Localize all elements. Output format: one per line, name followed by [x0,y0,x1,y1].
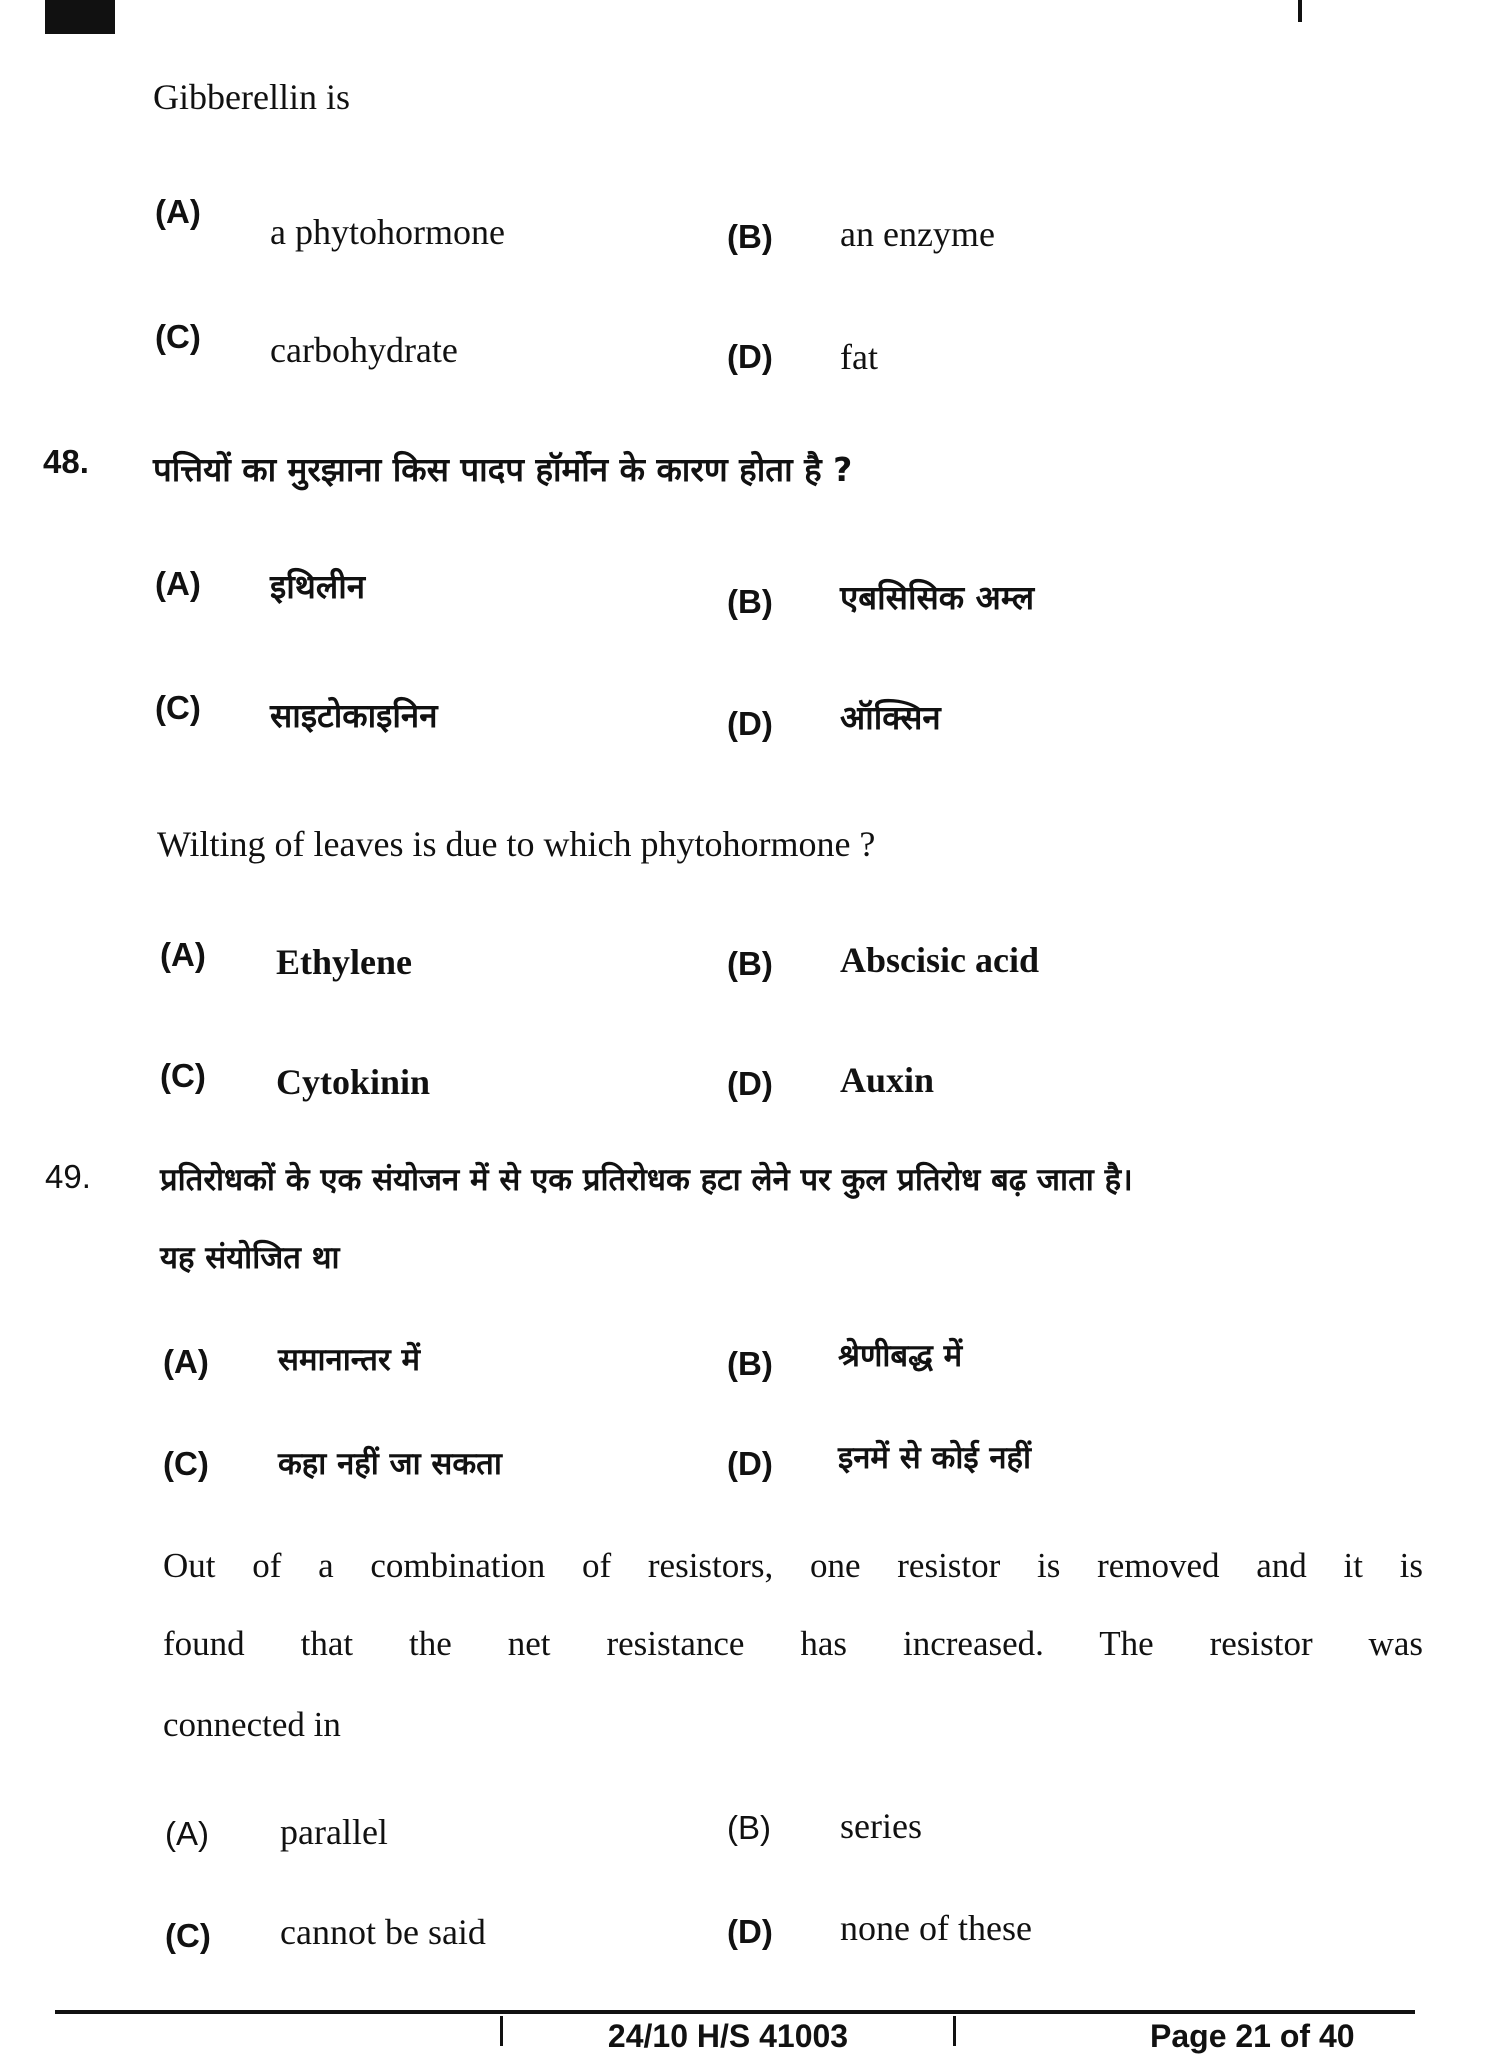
question-48-number: 48. [43,443,89,480]
q48-hi-option-d-text: ऑक्सिन [840,698,941,737]
q49-hi-option-c-text: कहा नहीं जा सकता [278,1446,502,1482]
q49-en-option-d-label: (D) [727,1913,773,1950]
q48-hi-option-b-label: (B) [727,583,773,620]
q49-hi-option-c-label: (C) [163,1445,209,1482]
q47-option-a-text: a phytohormone [270,212,505,252]
q49-en-option-b-text: series [840,1806,922,1846]
q48-en-option-b-text: Abscisic acid [840,940,1040,980]
q47-option-a-label: (A) [155,193,201,230]
q48-hi-option-a-label: (A) [155,565,201,602]
q48-en-option-b-label: (B) [727,945,773,982]
footer-page-number: Page 21 of 40 [1150,2018,1355,2054]
q49-hi-option-a-label: (A) [163,1343,209,1380]
q49-en-option-a-label: (A) [165,1815,209,1852]
question-47-text-en: Gibberellin is [153,77,350,117]
q48-en-option-d-text: Auxin [840,1060,935,1100]
q48-en-option-a-label: (A) [160,936,206,973]
footer-rule [55,2010,1415,2014]
question-48-text-hi: पत्तियों का मुरझाना किस पादप हॉर्मोन के कारण होता है ? [153,450,853,489]
q47-option-b-label: (B) [727,218,773,255]
q49-en-option-b-label: (B) [727,1809,771,1846]
q49-en-option-a-text: parallel [280,1812,388,1852]
q49-en-option-c-text: cannot be said [280,1912,486,1952]
question-49-text-hi-line1: प्रतिरोधकों के एक संयोजन में से एक प्रतिरोधक हटा लेने पर कुल प्रतिरोध बढ़ जाता है। [160,1162,1133,1198]
question-48-text-en: Wilting of leaves is due to which phytohormone ? [157,824,876,864]
q48-hi-option-a-text: इथिलीन [270,567,366,606]
q48-hi-option-c-text: साइटोकाइनिन [270,696,438,735]
footer-paper-code: 24/10 H/S 41003 [500,2016,956,2046]
q48-hi-option-d-label: (D) [727,705,773,742]
q49-hi-option-d-label: (D) [727,1445,773,1482]
q47-option-d-label: (D) [727,338,773,375]
question-49-text-en-line3: connected in [163,1705,341,1744]
q49-en-option-d-text: none of these [840,1908,1032,1948]
q49-hi-option-a-text: समानान्तर में [278,1342,420,1378]
q47-option-d-text: fat [840,337,878,377]
q49-en-option-c-label: (C) [165,1917,211,1954]
top-margin-mark [1298,0,1302,22]
q47-option-b-text: an enzyme [840,214,995,254]
question-49-number: 49. [45,1158,91,1195]
question-49-text-hi-line2: यह संयोजित था [160,1240,340,1276]
q48-en-option-a-text: Ethylene [276,942,413,982]
q47-option-c-label: (C) [155,318,201,355]
q48-en-option-d-label: (D) [727,1065,773,1102]
question-49-text-en-line1: Out of a combination of resistors, one resistor is removed and it is [163,1546,1423,1585]
question-49-text-en-line2: found that the net resistance has increased. The resistor was [163,1624,1423,1663]
q48-en-option-c-label: (C) [160,1057,206,1094]
q48-hi-option-b-text: एबसिसिक अम्ल [840,578,1035,617]
q49-hi-option-b-label: (B) [727,1345,773,1382]
q47-option-c-text: carbohydrate [270,330,458,370]
q49-hi-option-b-text: श्रेणीबद्ध में [838,1338,963,1374]
q49-hi-option-d-text: इनमें से कोई नहीं [838,1440,1032,1476]
page-corner-mark [45,0,115,34]
q48-hi-option-c-label: (C) [155,689,201,726]
q48-en-option-c-text: Cytokinin [276,1062,431,1102]
